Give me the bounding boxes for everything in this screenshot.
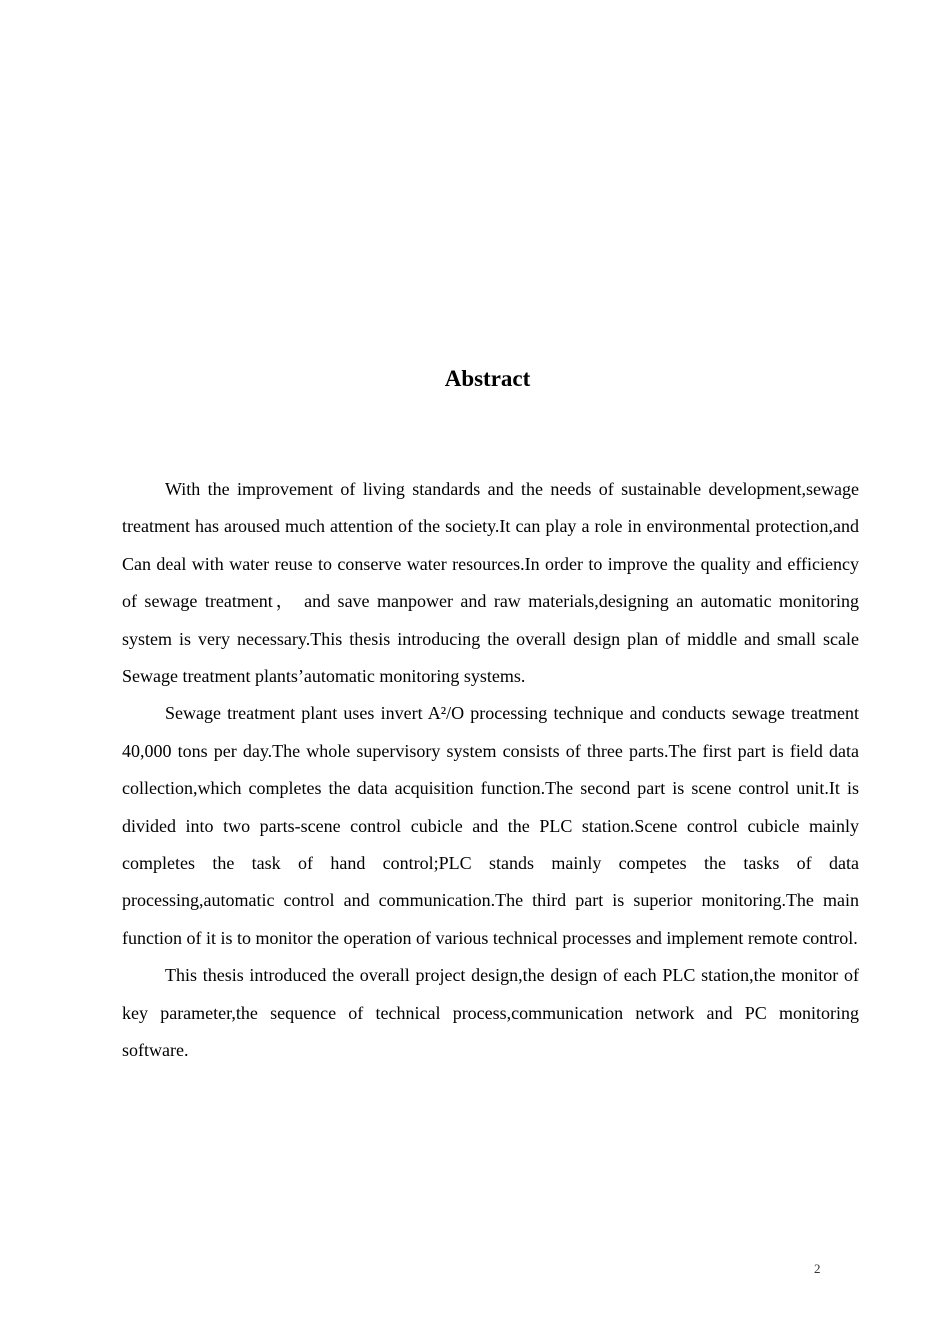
page-number: 2 [814, 1261, 821, 1276]
abstract-paragraph-2: Sewage treatment plant uses invert A²/O processing technique and conducts sewage treatment 40,000 tons per day.The whole supervisory system consists of three parts.The first part is field data collection,which completes the data acquisition function.The second part is scene control unit.It is divided into two parts-scene control cubicle and the PLC station.Scene control cubicle mainly completes the task of hand control;PLC stands mainly competes the tasks of data processing,automatic control and communication.The third part is superior monitoring.The main function of it is to monitor the operation of various technical processes and implement remote control. [122, 703, 859, 948]
abstract-paragraph-3: This thesis introduced the overall project design,the design of each PLC station,the monitor of key parameter,the sequence of technical process,communication network and PC monitoring software. [122, 965, 859, 1061]
abstract-paragraph-1: With the improvement of living standards and the needs of sustainable development,sewage treatment has aroused much attention of the society.It can play a role in environmental protection,and Can deal with water reuse to conserve water resources.In order to improve the quality and efficiency of sewage treatment， and save manpower and raw materials,designing an automatic monitoring system is very necessary.This thesis introducing the overall design plan of middle and small scale Sewage treatment plants’automatic monitoring systems. [122, 479, 859, 687]
abstract-title: Abstract [444, 366, 531, 391]
abstract-body [122, 471, 859, 1070]
